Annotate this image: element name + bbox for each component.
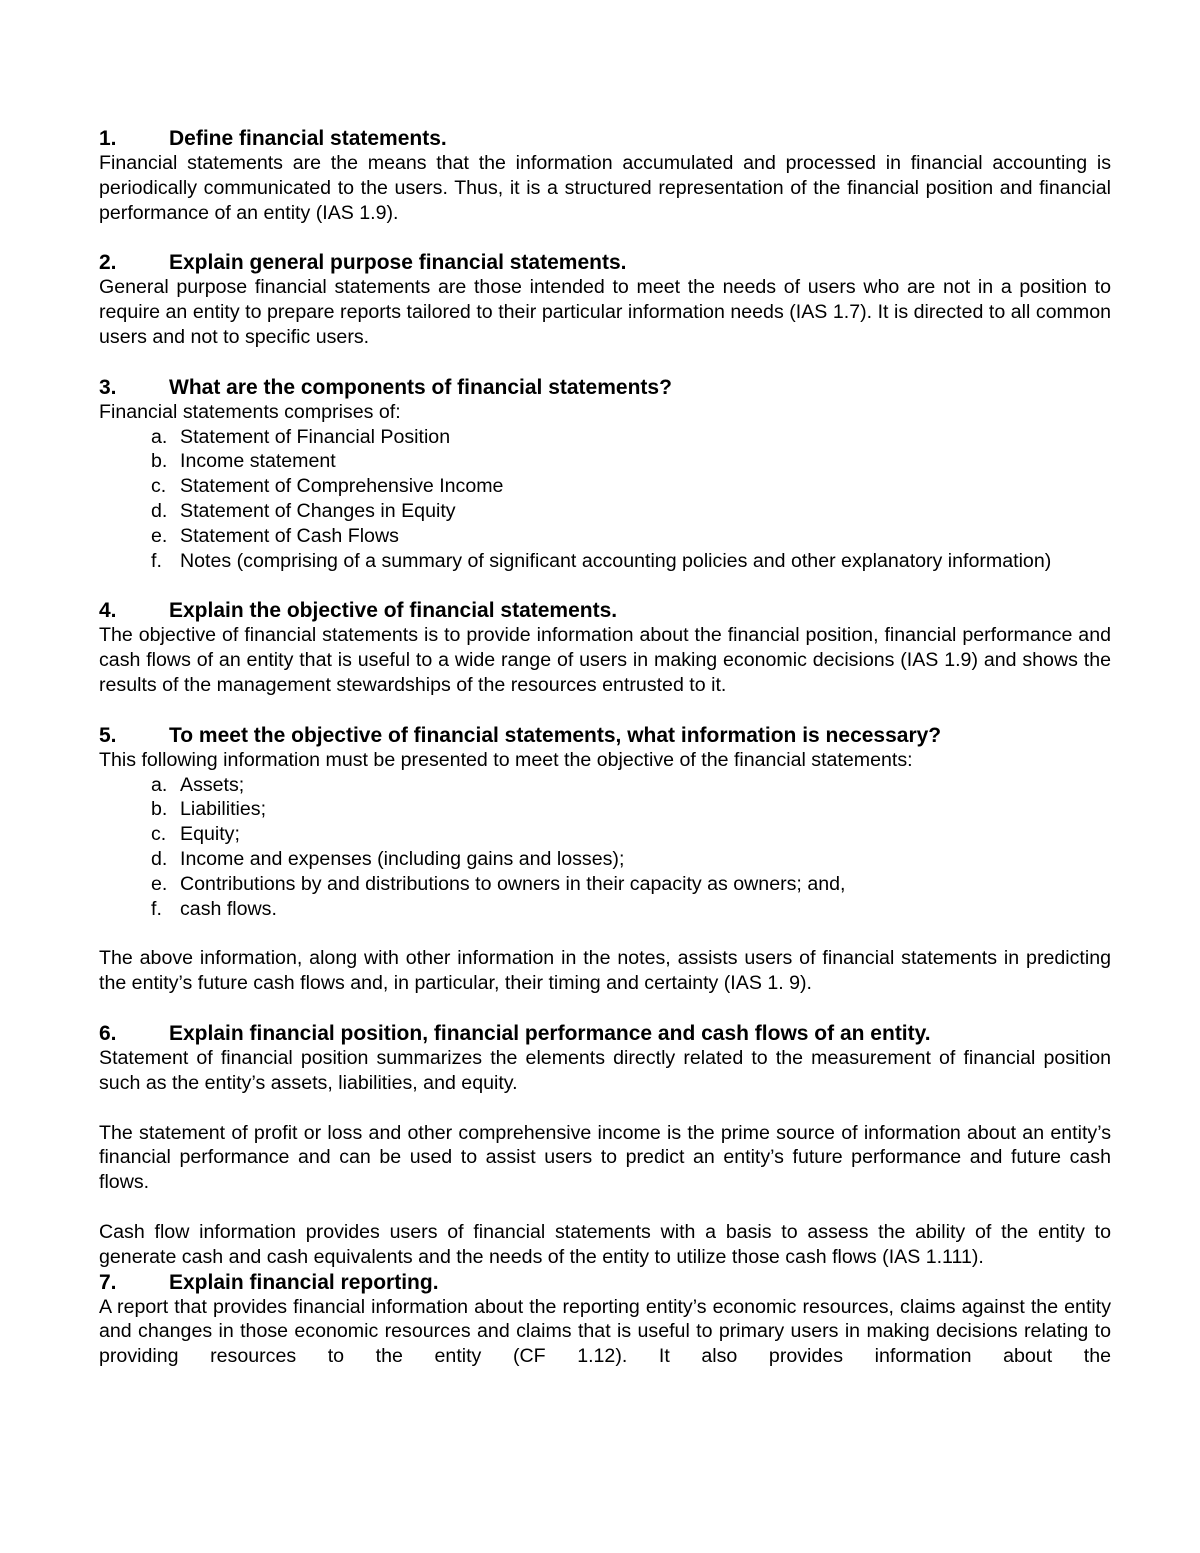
question-number: 2. <box>99 251 117 275</box>
list-item: a. Assets; <box>151 773 245 796</box>
question-6-heading <box>99 1021 1111 1046</box>
list-item: e. Contributions by and distributions to owners in their capacity as owners; and, <box>151 872 846 895</box>
question-1-heading <box>99 126 1111 151</box>
question-number: 1. <box>99 127 117 150</box>
document-page <box>99 126 1111 1369</box>
list-item: c. Statement of Comprehensive Income <box>151 475 504 498</box>
answer-6-paragraph-1: Statement of financial position summarizes the elements directly related to the measurement of financial position such as the entity’s assets, liabilities, and equity. <box>99 1046 1111 1094</box>
list-item: c. Equity; <box>151 823 240 846</box>
question-number: 7. <box>99 1270 117 1294</box>
list-item: d. Income and expenses (including gains and losses); <box>151 847 625 870</box>
components-list <box>99 425 1111 574</box>
question-title: Define financial statements. <box>169 127 447 150</box>
answer-6-paragraph-3: Cash flow information provides users of financial statements with a basis to assess the ability of the entity to generate cash and cash equivalents and the needs of the entity to utilize those cash flows (IAS 1.111). <box>99 1220 1111 1268</box>
list-item: b. Income statement <box>151 450 336 473</box>
answer-5-intro: This following information must be presented to meet the objective of the financial statements: <box>99 748 913 771</box>
question-number: 6. <box>99 1021 117 1045</box>
question-5-heading <box>99 723 1111 748</box>
question-title: Explain general purpose financial statements. <box>169 251 627 275</box>
question-7-heading <box>99 1270 1111 1295</box>
list-item: d. Statement of Changes in Equity <box>151 499 456 522</box>
list-item: b. Liabilities; <box>151 798 267 821</box>
answer-2-paragraph: General purpose financial statements are those intended to meet the needs of users who are not in a position to require an entity to prepare reports tailored to their particular information needs (IAS 1.7). It is directed to all common users and not to specific users. <box>99 276 1111 348</box>
question-number: 5. <box>99 723 117 747</box>
question-title: To meet the objective of financial statements, what information is necessary? <box>169 723 942 747</box>
list-item: f. cash flows. <box>151 897 277 920</box>
answer-1-paragraph: Financial statements are the means that the information accumulated and processed in financial accounting is periodically communicated to the users. Thus, it is a structured representation of the financial position and financial performance of an entity (IAS 1.9). <box>99 152 1111 224</box>
question-title: Explain the objective of financial statements. <box>169 599 618 623</box>
question-4-heading <box>99 598 1111 623</box>
list-item: f. Notes (comprising of a summary of significant accounting policies and other explanatory information) <box>151 549 1052 572</box>
question-number: 4. <box>99 599 117 623</box>
list-item: e. Statement of Cash Flows <box>151 524 399 547</box>
answer-5-outro: The above information, along with other information in the notes, assists users of financial statements in predicting the entity’s future cash flows and, in particular, their timing and certainty (IAS 1. 9). <box>99 947 1111 995</box>
question-3-heading <box>99 375 1111 400</box>
question-2-heading <box>99 250 1111 275</box>
question-title: What are the components of financial statements? <box>169 375 672 399</box>
question-title: Explain financial reporting. <box>169 1270 439 1294</box>
answer-7-paragraph: A report that provides financial information about the reporting entity’s economic resources, claims against the entity and changes in those economic resources and claims that is useful to primary users in making decisions relating to providing resources to the entity (CF 1.12). It also provides information about the <box>99 1295 1111 1368</box>
question-title: Explain financial position, financial performance and cash flows of an entity. <box>169 1021 931 1045</box>
answer-3-intro: Financial statements comprises of: <box>99 400 401 423</box>
information-list <box>99 773 1111 922</box>
answer-6-paragraph-2: The statement of profit or loss and other comprehensive income is the prime source of information about an entity’s financial performance and can be used to assist users to predict an entity’s future performance and future cash flows. <box>99 1121 1111 1194</box>
question-number: 3. <box>99 375 117 399</box>
answer-4-paragraph: The objective of financial statements is to provide information about the financial position, financial performance and cash flows of an entity that is useful to a wide range of users in making economic decisions (IAS 1.9) and shows the results of the management stewardships of the resources entrusted to it. <box>99 624 1111 696</box>
list-item: a. Statement of Financial Position <box>151 425 451 448</box>
